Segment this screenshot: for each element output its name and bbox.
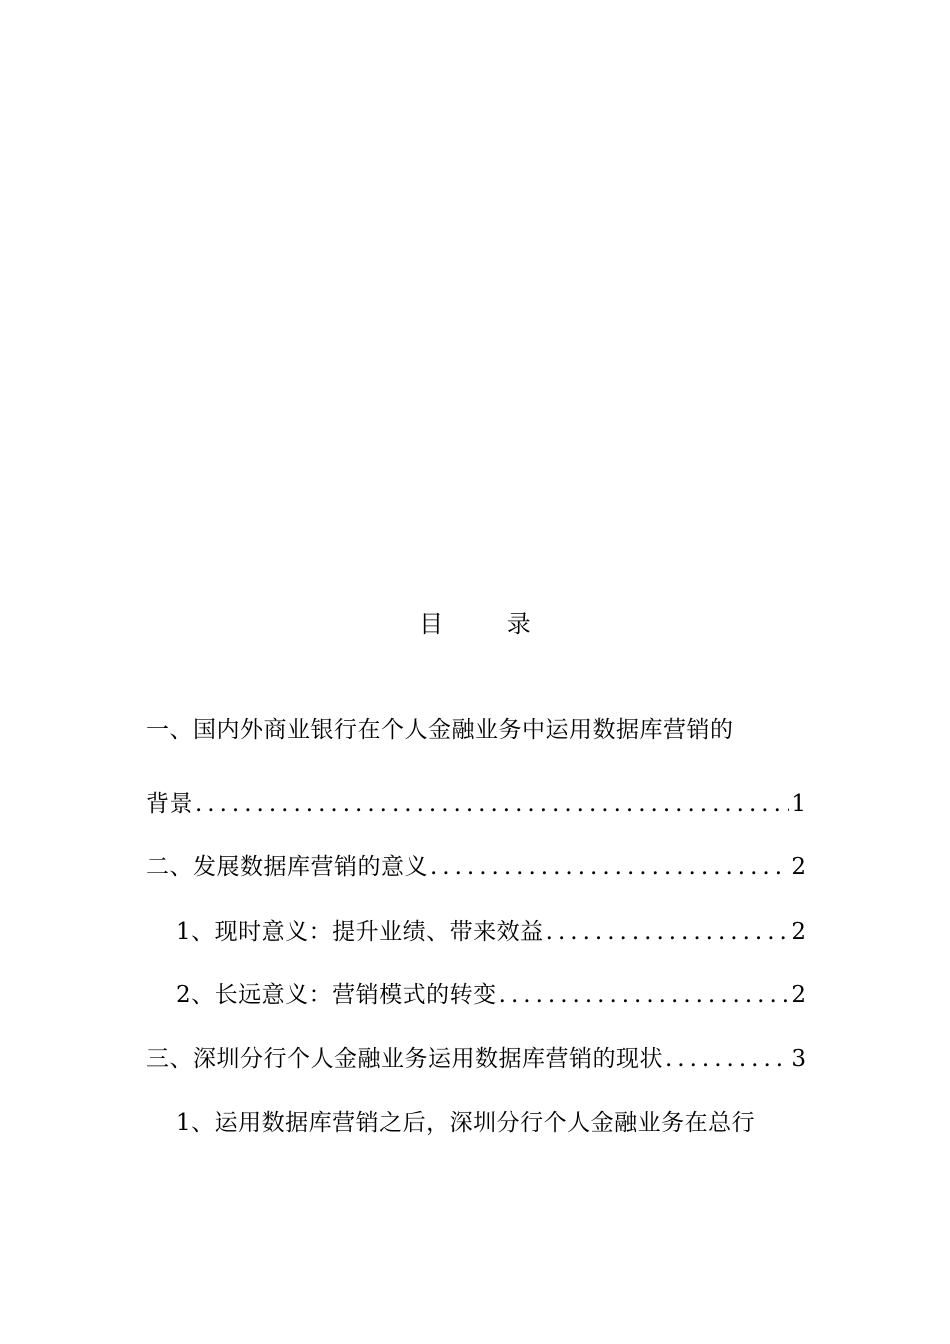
toc-entry-2-text: 二、发展数据库营销的意义 xyxy=(146,854,428,880)
toc-entry-3 xyxy=(146,1041,806,1077)
toc-entry-1 xyxy=(146,712,806,748)
toc-entry-3-page: 3 xyxy=(791,1046,806,1072)
toc-entry-3-1 xyxy=(176,1105,806,1141)
toc-entry-1-text: 一、国内外商业银行在个人金融业务中运用数据库营销的 xyxy=(146,717,734,743)
toc-entry-2-1-text: 1、现时意义：提升业绩、带来效益 xyxy=(176,919,544,945)
toc-leader-dots xyxy=(430,849,789,885)
toc-entry-3-1-text: 1、运用数据库营销之后，深圳分行个人金融业务在总行 xyxy=(176,1110,756,1136)
toc-entry-2 xyxy=(146,849,806,885)
toc-leader-dots xyxy=(195,786,789,822)
toc-leader-dots xyxy=(499,977,790,1013)
toc-entry-3-text: 三、深圳分行个人金融业务运用数据库营销的现状 xyxy=(146,1046,663,1072)
toc-entry-2-1 xyxy=(176,914,806,950)
toc-entry-1-continued xyxy=(146,786,806,822)
toc-entry-2-1-page: 2 xyxy=(791,919,806,945)
toc-entry-2-2-text: 2、长远意义：营销模式的转变 xyxy=(176,982,497,1008)
toc-entry-2-2-page: 2 xyxy=(791,982,806,1008)
toc-title: 目 录 xyxy=(419,610,559,638)
toc-entry-2-page: 2 xyxy=(791,854,806,880)
toc-leader-dots xyxy=(665,1041,789,1077)
toc-leader-dots xyxy=(546,914,790,950)
toc-entry-2-2 xyxy=(176,977,806,1013)
toc-entry-1-continued-text: 背景 xyxy=(146,791,193,817)
toc-entry-1-page: 1 xyxy=(791,791,806,817)
